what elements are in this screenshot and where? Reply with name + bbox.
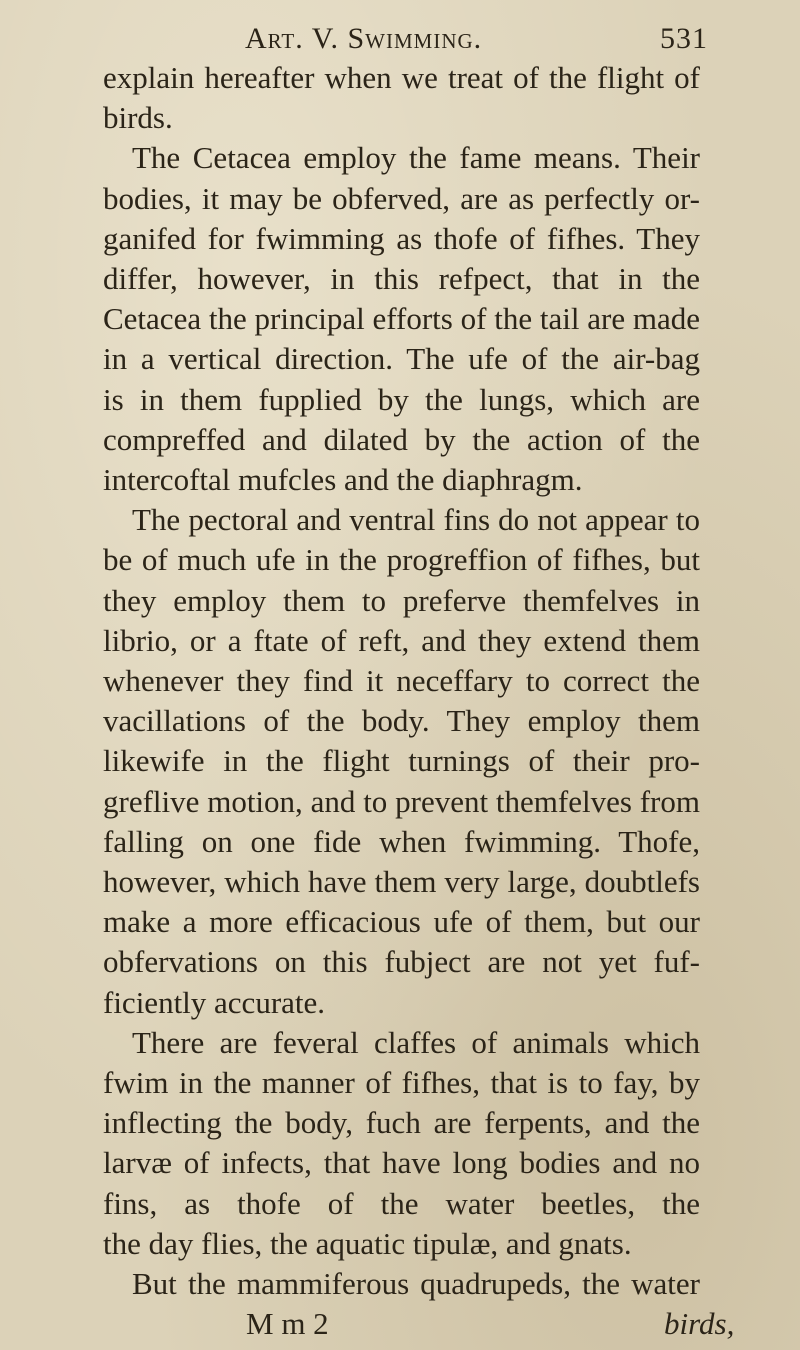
text-line: vacillations of the body. They employ them bbox=[103, 703, 700, 738]
text-line: likewife in the flight turnings of their pro- bbox=[103, 743, 700, 778]
text-line: birds. bbox=[103, 100, 173, 135]
text-line: in a vertical direction. The ufe of the air-bag bbox=[103, 341, 700, 376]
page-number: 531 bbox=[660, 22, 708, 55]
text-line: explain hereafter when we treat of the flight of bbox=[103, 60, 700, 95]
text-line: make a more efficacious ufe of them, but our bbox=[103, 904, 700, 939]
text-line: be of much ufe in the progreffion of fifhes, but bbox=[103, 542, 700, 577]
signature-mark: M m 2 bbox=[246, 1306, 329, 1341]
text-line: larvæ of infects, that have long bodies and no bbox=[103, 1145, 700, 1180]
text-line: librio, or a ftate of reft, and they extend them bbox=[103, 623, 700, 658]
catchword: birds, bbox=[664, 1306, 735, 1341]
text-line: however, which have them very large, doubtlefs bbox=[103, 864, 700, 899]
text-line: There are feveral claffes of animals which bbox=[132, 1025, 700, 1060]
text-line: ficiently accurate. bbox=[103, 985, 326, 1020]
text-line: greflive motion, and to prevent themfelves from bbox=[103, 784, 700, 819]
text-line: differ, however, in this refpect, that in the bbox=[103, 261, 700, 296]
text-line: whenever they find it neceffary to correct the bbox=[103, 663, 700, 698]
text-line: is in them fupplied by the lungs, which are bbox=[103, 382, 700, 417]
text-line: fwim in the manner of fifhes, that is to fay, by bbox=[103, 1065, 700, 1100]
text-line: The Cetacea employ the fame means. Their bbox=[132, 140, 700, 175]
text-line: obfervations on this fubject are not yet fuf- bbox=[103, 944, 700, 979]
text-line: inflecting the body, fuch are ferpents, and the bbox=[103, 1105, 700, 1140]
text-line: But the mammiferous quadrupeds, the water bbox=[132, 1266, 700, 1301]
text-line: fins, as thofe of the water beetles, the bbox=[103, 1186, 700, 1221]
text-line: falling on one fide when fwimming. Thofe, bbox=[103, 824, 700, 859]
text-line: compreffed and dilated by the action of the bbox=[103, 422, 700, 457]
text-line: the day flies, the aquatic tipulæ, and gnats. bbox=[103, 1226, 632, 1261]
running-head-title: Art. V. Swimming. bbox=[245, 22, 483, 55]
text-line: ganifed for fwimming as thofe of fifhes. They bbox=[103, 221, 700, 256]
text-line: Cetacea the principal efforts of the tail are made bbox=[103, 301, 700, 336]
text-line: bodies, it may be obferved, are as perfectly or- bbox=[103, 181, 700, 216]
text-line: The pectoral and ventral fins do not appear to bbox=[132, 502, 700, 537]
text-line: they employ them to preferve themfelves in bbox=[103, 583, 700, 618]
text-line: intercoftal mufcles and the diaphragm. bbox=[103, 462, 583, 497]
